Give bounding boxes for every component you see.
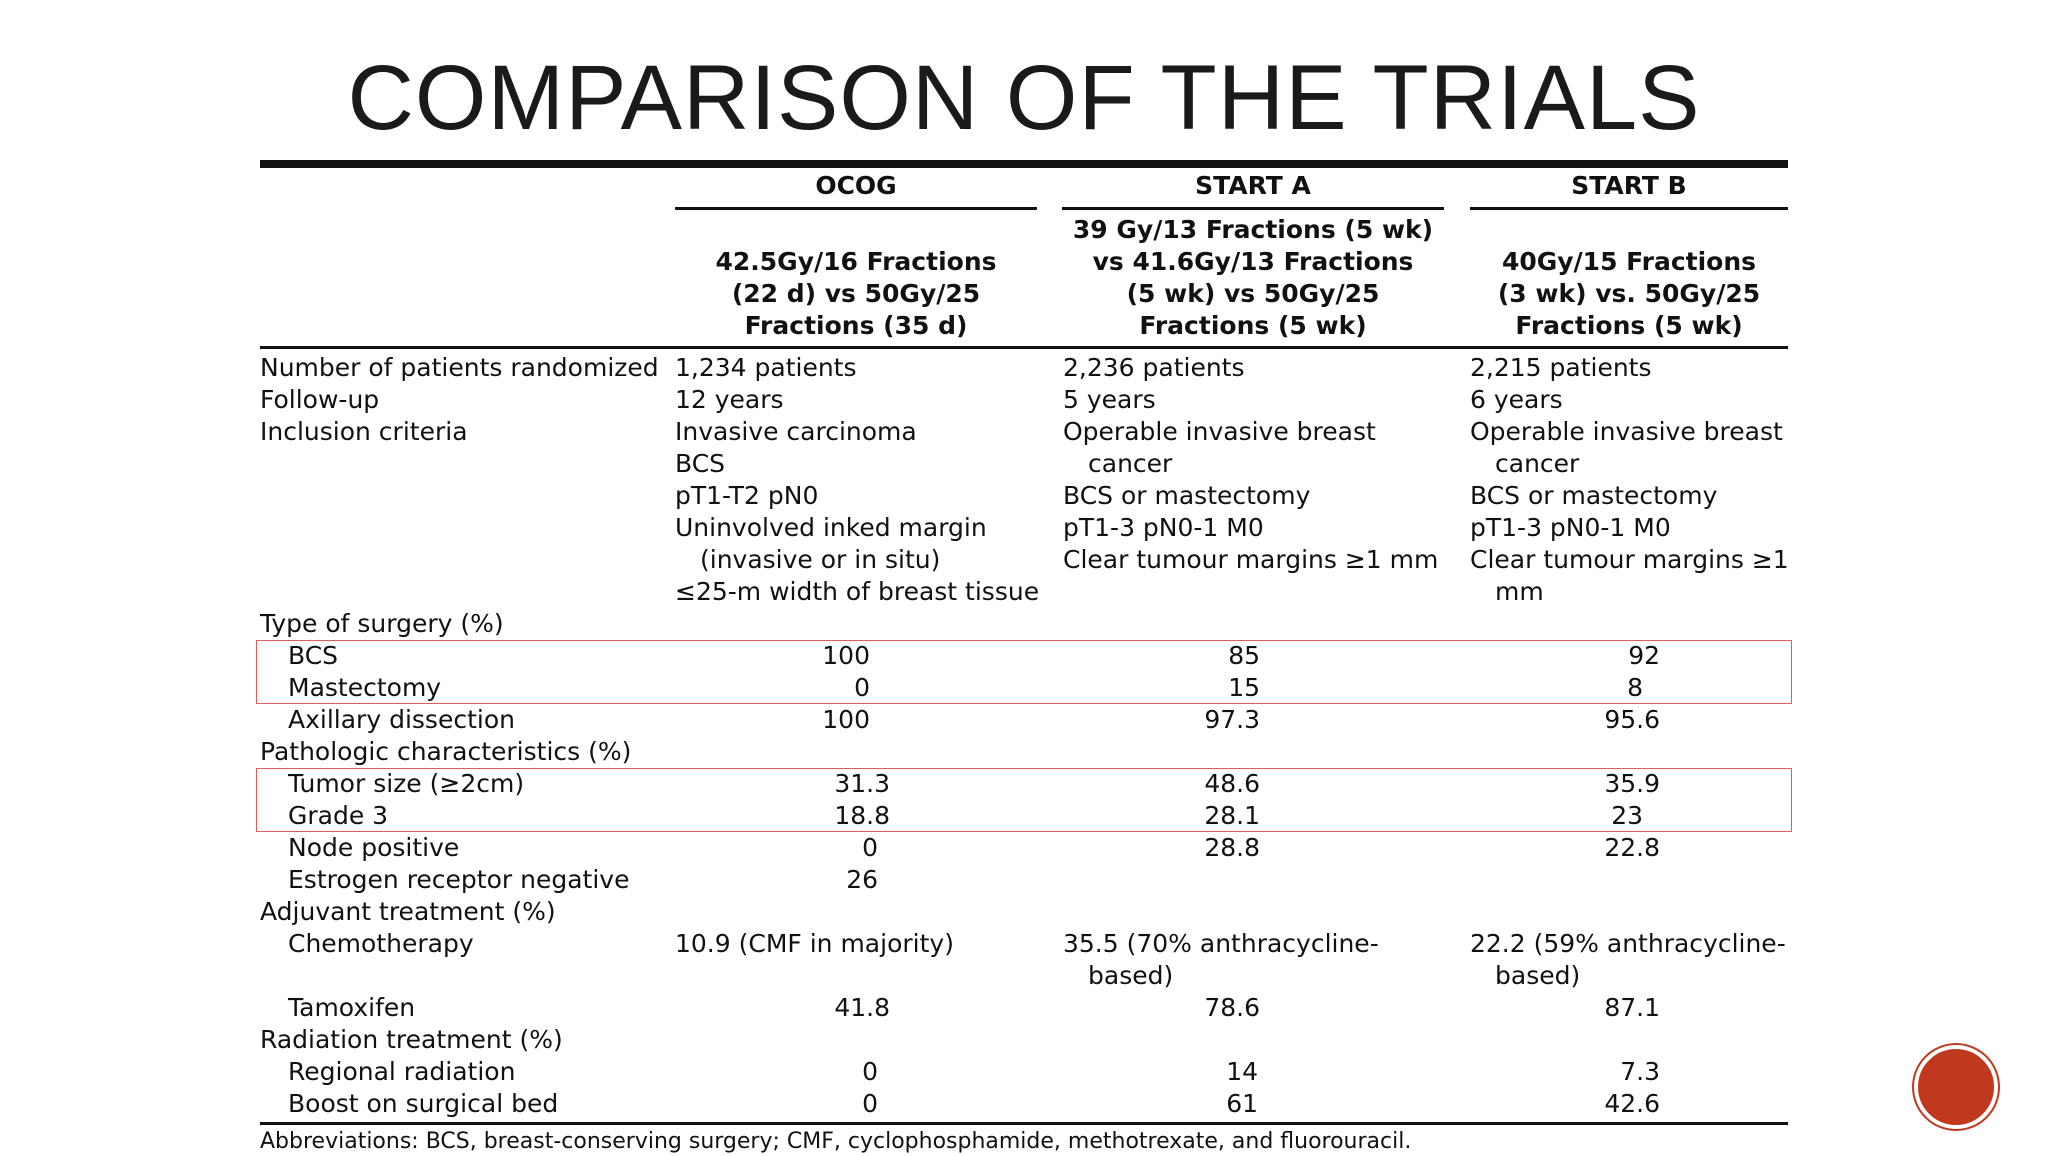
column-header-start-a: START A — [1195, 171, 1311, 200]
row-label-axillary: Axillary dissection — [288, 705, 515, 734]
row-label-inclusion: Inclusion criteria — [260, 417, 468, 446]
cell-bcs-ocog: 100 — [822, 641, 870, 670]
cell-grade-ocog: 18.8 — [834, 801, 890, 830]
cell-followup-start-b: 6 years — [1470, 385, 1563, 414]
column-header-ocog: OCOG — [815, 171, 897, 200]
cell-tamoxifen-ocog: 41.8 — [834, 993, 890, 1022]
section-pathologic: Pathologic characteristics (%) — [260, 737, 632, 766]
row-label-er-negative: Estrogen receptor negative — [288, 865, 630, 894]
cell-boost-start-a: 61 — [1226, 1089, 1258, 1118]
cell-chemo-start-a: 35.5 (70% anthracycline- based) — [1063, 929, 1379, 990]
row-label-grade: Grade 3 — [288, 801, 389, 830]
cell-mastectomy-start-b: 8 — [1627, 673, 1643, 702]
cell-chemo-ocog: 10.9 (CMF in majority) — [675, 929, 954, 958]
cell-er-ocog: 26 — [846, 865, 878, 894]
cell-tumor-start-a: 48.6 — [1204, 769, 1260, 798]
cell-tamoxifen-start-a: 78.6 — [1204, 993, 1260, 1022]
cell-mastectomy-ocog: 0 — [854, 673, 870, 702]
slide-title: COMPARISON OF THE TRIALS — [347, 47, 1701, 149]
cell-axillary-start-a: 97.3 — [1204, 705, 1260, 734]
row-label-bcs: BCS — [288, 641, 339, 670]
cell-regional-start-b: 7.3 — [1620, 1057, 1660, 1086]
scheme-start-a: 39 Gy/13 Fractions (5 wk) vs 41.6Gy/13 Fractions (5 wk) vs 50Gy/25 Fractions (5 wk) — [1072, 215, 1434, 340]
cell-axillary-start-b: 95.6 — [1604, 705, 1660, 734]
row-label-tumor-size: Tumor size (≥2cm) — [288, 769, 525, 798]
cell-bcs-start-b: 92 — [1628, 641, 1660, 670]
slide-badge-icon — [1914, 1045, 1998, 1129]
cell-inclusion-ocog: Invasive carcinoma BCS pT1-T2 pN0 Uninvolved inked margin (invasive or in situ) ≤25-m width of breast tissue — [675, 417, 1040, 606]
cell-randomized-ocog: 1,234 patients — [675, 353, 857, 382]
table-bottom-rule — [260, 1122, 1788, 1125]
highlight-box-surgery — [256, 640, 1792, 704]
row-label-randomized: Number of patients randomized — [260, 353, 659, 382]
row-label-boost: Boost on surgical bed — [288, 1089, 559, 1118]
row-label-tamoxifen: Tamoxifen — [288, 993, 416, 1022]
cell-followup-ocog: 12 years — [675, 385, 784, 414]
cell-grade-start-b: 23 — [1611, 801, 1643, 830]
section-surgery: Type of surgery (%) — [260, 609, 504, 638]
cell-node-ocog: 0 — [862, 833, 878, 862]
row-label-followup: Follow-up — [260, 385, 380, 414]
cell-tumor-ocog: 31.3 — [834, 769, 890, 798]
scheme-ocog: 42.5Gy/16 Fractions (22 d) vs 50Gy/25 Fractions (35 d) — [715, 247, 997, 340]
cell-regional-start-a: 14 — [1226, 1057, 1258, 1086]
column-rule-start-a — [1062, 207, 1444, 210]
cell-tumor-start-b: 35.9 — [1604, 769, 1660, 798]
cell-grade-start-a: 28.1 — [1204, 801, 1260, 830]
table-footnote: Abbreviations: BCS, breast-conserving surgery; CMF, cyclophosphamide, methotrexate, and fluorouracil. — [260, 1129, 1412, 1154]
row-label-chemotherapy: Chemotherapy — [288, 929, 474, 958]
section-adjuvant: Adjuvant treatment (%) — [260, 897, 556, 926]
cell-mastectomy-start-a: 15 — [1228, 673, 1260, 702]
column-rule-start-b — [1470, 207, 1788, 210]
cell-boost-ocog: 0 — [862, 1089, 878, 1118]
cell-node-start-a: 28.8 — [1204, 833, 1260, 862]
cell-node-start-b: 22.8 — [1604, 833, 1660, 862]
column-header-start-b: START B — [1571, 171, 1687, 200]
cell-followup-start-a: 5 years — [1063, 385, 1156, 414]
cell-inclusion-start-b: Operable invasive breast cancer BCS or mastectomy pT1-3 pN0-1 M0 Clear tumour margins ≥1 mm — [1470, 417, 1789, 606]
cell-tamoxifen-start-b: 87.1 — [1604, 993, 1660, 1022]
cell-randomized-start-b: 2,215 patients — [1470, 353, 1652, 382]
cell-boost-start-b: 42.6 — [1604, 1089, 1660, 1118]
row-label-node: Node positive — [288, 833, 460, 862]
header-bottom-rule — [260, 346, 1788, 349]
section-radiation: Radiation treatment (%) — [260, 1025, 563, 1054]
cell-bcs-start-a: 85 — [1228, 641, 1260, 670]
cell-randomized-start-a: 2,236 patients — [1063, 353, 1245, 382]
cell-chemo-start-b: 22.2 (59% anthracycline- based) — [1470, 929, 1786, 990]
column-rule-ocog — [675, 207, 1037, 210]
row-label-mastectomy: Mastectomy — [288, 673, 442, 702]
cell-axillary-ocog: 100 — [822, 705, 870, 734]
scheme-start-b: 40Gy/15 Fractions (3 wk) vs. 50Gy/25 Fractions (5 wk) — [1497, 247, 1761, 340]
cell-inclusion-start-a: Operable invasive breast cancer BCS or mastectomy pT1-3 pN0-1 M0 Clear tumour margins ≥1 mm — [1063, 417, 1439, 574]
row-label-regional: Regional radiation — [288, 1057, 516, 1086]
cell-regional-ocog: 0 — [862, 1057, 878, 1086]
table-top-rule — [260, 160, 1788, 168]
